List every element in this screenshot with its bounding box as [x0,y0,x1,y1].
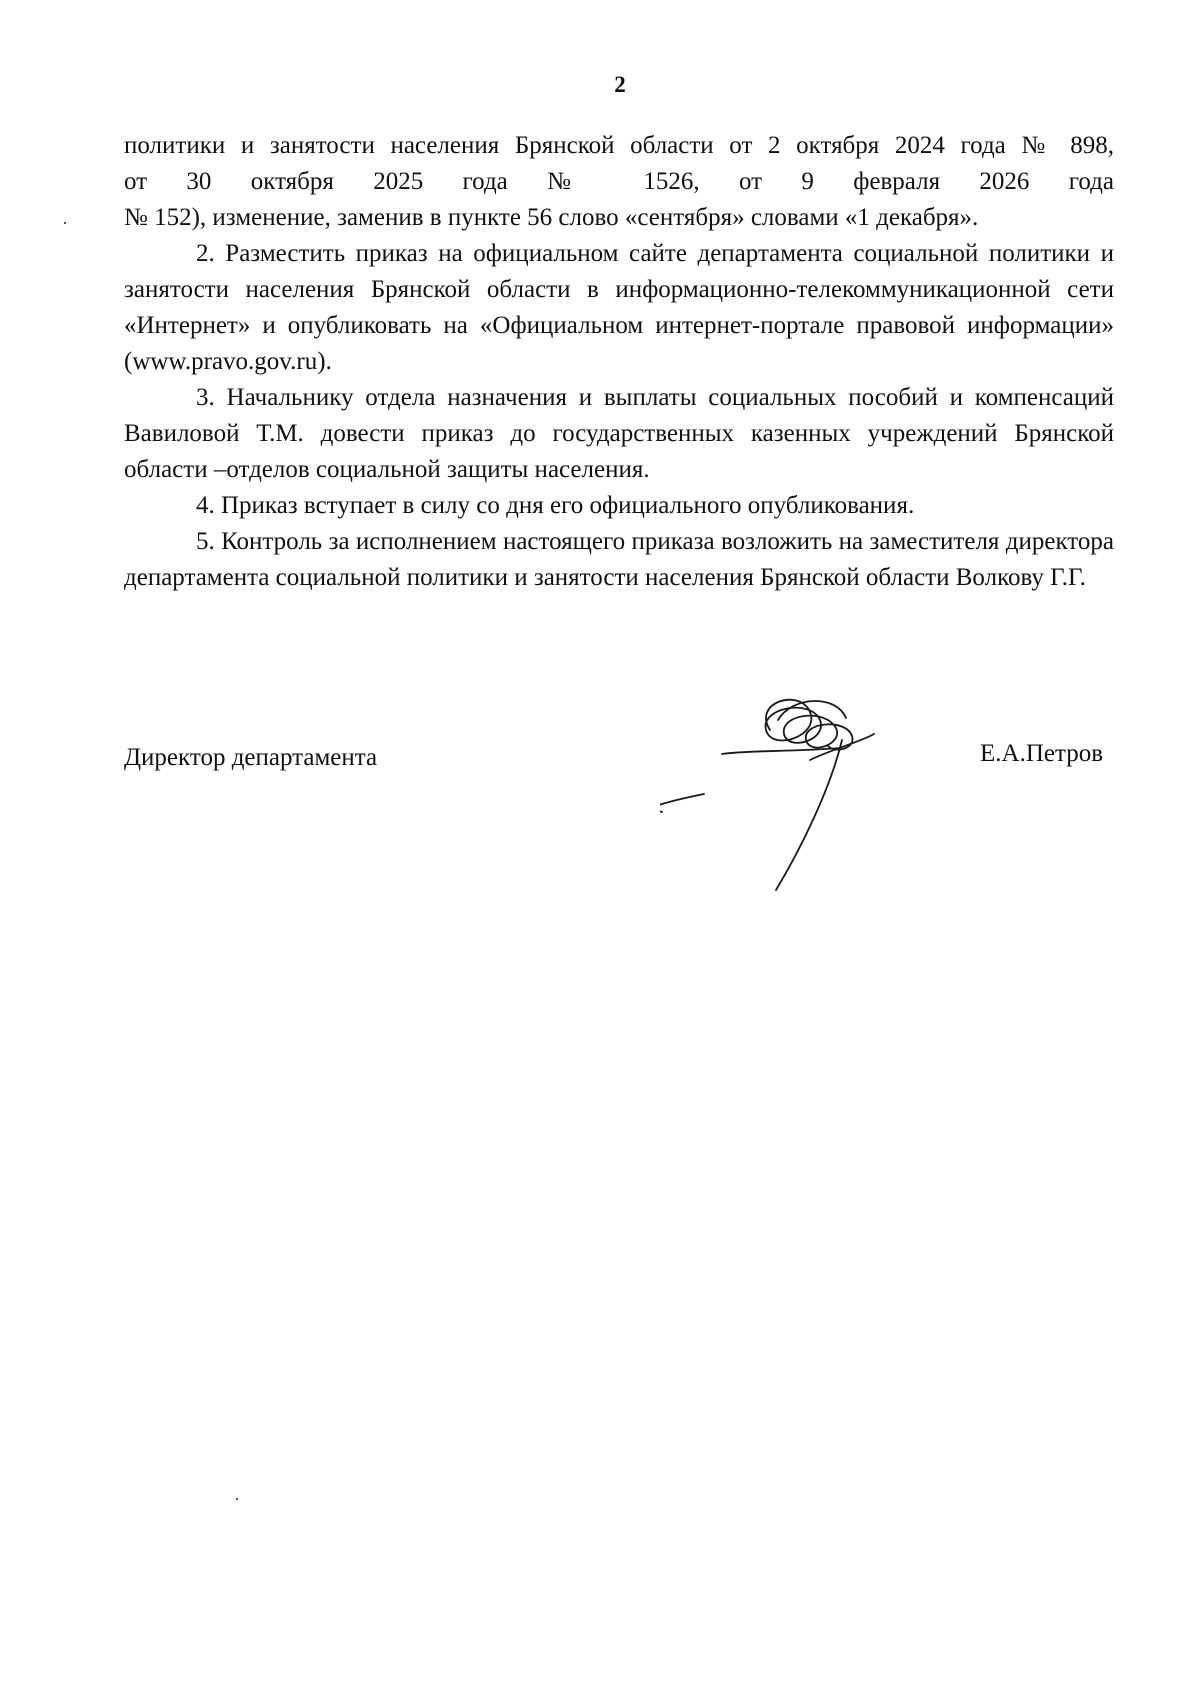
paragraph-5: 5. Контроль за исполнением настоящего приказа возложить на заместителя директора департамента социальной политики и занятости населения Брянской области Волкову Г.Г. [124,528,1114,591]
paragraph-3: 3. Начальнику отдела назначения и выплаты социальных пособий и компенсаций Вавиловой Т.М. довести приказ до государственных казенных учреждений Брянской области –отделов социальной защиты населения. [124,384,1114,483]
paragraph-1 [124,128,1114,236]
paragraph-4: 4. Приказ вступает в силу со дня его официального опубликования. [196,492,915,519]
handwritten-signature [660,690,920,900]
paragraph-1-line-3: № 152), изменение, заменив в пункте 56 слово «сентября» словами «1 декабря». [124,204,979,231]
signer-name: Е.А.Петров [980,740,1104,767]
scan-speck [236,1498,238,1500]
paragraph-1-line-2: от 30 октября 2025 года № 1526, от 9 февраля 2026 года [124,168,1114,195]
signer-title: Директор департамента [124,744,378,771]
paragraph-2: 2. Разместить приказ на официальном сайте департамента социальной политики и занятости населения Брянской области в информационно-телекоммуникационной сети «Интернет» и опубликовать на «Официальном интернет-портале правовой информации» (www.pravo.gov.ru). [124,240,1114,375]
paragraph-1-line-1: политики и занятости населения Брянской области от 2 октября 2024 года № 898, [124,132,1114,159]
scan-speck [64,222,66,224]
page-number: 2 [614,72,626,97]
document-body [124,128,1114,596]
